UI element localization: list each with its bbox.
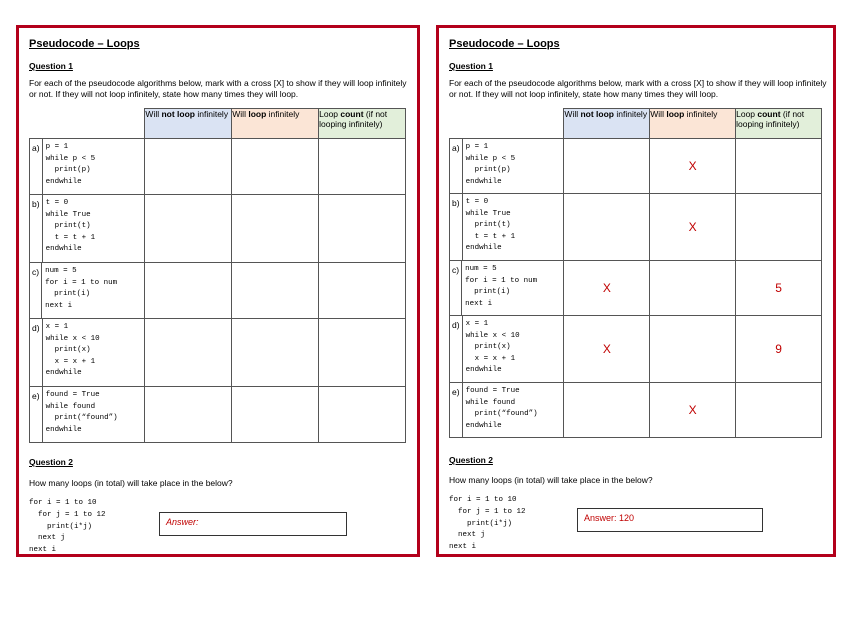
cell-loop[interactable]: X	[650, 139, 736, 194]
row-label: c)	[32, 267, 40, 277]
header-will-loop: Will loop infinitely	[650, 109, 736, 139]
cell-loop[interactable]	[650, 316, 736, 383]
cell-not-loop[interactable]	[564, 139, 650, 194]
question-1-heading: Question 1	[29, 61, 73, 71]
cell-count[interactable]	[736, 383, 822, 438]
row-code: x = 1 while x < 10 print(x) x = x + 1 endwhile	[462, 316, 564, 382]
table-row	[450, 261, 822, 316]
row-label: d)	[452, 320, 460, 330]
worksheet-title: Pseudocode – Loops	[449, 38, 560, 50]
cell-count[interactable]	[319, 387, 406, 443]
cell-count[interactable]	[319, 195, 406, 263]
cell-loop[interactable]	[650, 261, 736, 316]
row-label: d)	[32, 323, 40, 333]
row-label: a)	[452, 143, 460, 153]
row-code: x = 1 while x < 10 print(x) x = x + 1 endwhile	[42, 319, 145, 386]
row-code: t = 0 while True print(t) t = t + 1 endwhile	[42, 195, 145, 262]
cell-not-loop[interactable]	[145, 263, 232, 319]
header-loop-count: Loop count (if not looping infinitely)	[736, 109, 822, 139]
cell-not-loop[interactable]	[145, 319, 232, 387]
cell-loop[interactable]	[232, 263, 319, 319]
table-row	[30, 319, 406, 387]
cell-count[interactable]: 9	[736, 316, 822, 383]
cell-count[interactable]	[319, 319, 406, 387]
header-will-not-loop: Will not loop infinitely	[145, 109, 232, 139]
answer-box[interactable]: Answer:	[159, 512, 347, 536]
question-2-code: for i = 1 to 10 for j = 1 to 12 print(i*j) next j next i	[449, 496, 526, 552]
header-will-not-loop: Will not loop infinitely	[564, 109, 650, 139]
cell-count[interactable]	[319, 263, 406, 319]
cell-not-loop[interactable]: X	[564, 316, 650, 383]
rows-left	[30, 139, 406, 443]
worksheet-answers	[436, 25, 836, 557]
cell-loop[interactable]: X	[650, 194, 736, 261]
cell-not-loop[interactable]	[564, 194, 650, 261]
table-row	[450, 139, 822, 194]
row-code: found = True while found print(“found”) endwhile	[462, 383, 564, 437]
row-code: num = 5 for i = 1 to num print(i) next i	[41, 263, 144, 318]
question-2-text: How many loops (in total) will take place in the below?	[449, 475, 653, 485]
question-1-text: For each of the pseudocode algorithms below, mark with a cross [X] to show if they will loop infinitely or not. If they will not loop infinitely, state how many times they will loop.	[29, 78, 407, 99]
table-row	[30, 263, 406, 319]
row-code: num = 5 for i = 1 to num print(i) next i	[461, 261, 563, 315]
question-1-heading: Question 1	[449, 61, 493, 71]
question-2-code: for i = 1 to 10 for j = 1 to 12 print(i*j) next j next i	[29, 499, 106, 555]
loops-table	[449, 108, 822, 438]
row-label: c)	[452, 265, 460, 275]
row-code: p = 1 while p < 5 print(p) endwhile	[42, 139, 145, 194]
table-row	[450, 194, 822, 261]
cell-not-loop[interactable]	[564, 383, 650, 438]
cell-loop[interactable]	[232, 139, 319, 195]
cell-not-loop[interactable]: X	[564, 261, 650, 316]
cell-count[interactable]	[736, 139, 822, 194]
cell-count[interactable]: 5	[736, 261, 822, 316]
loops-table	[29, 108, 406, 443]
row-label: a)	[32, 143, 40, 153]
row-label: e)	[452, 387, 460, 397]
row-label: e)	[32, 391, 40, 401]
cell-count[interactable]	[319, 139, 406, 195]
cell-count[interactable]	[736, 194, 822, 261]
cell-loop[interactable]	[232, 387, 319, 443]
question-2-heading: Question 2	[29, 457, 73, 467]
row-code: p = 1 while p < 5 print(p) endwhile	[462, 139, 564, 193]
cell-not-loop[interactable]	[145, 139, 232, 195]
worksheet-blank	[16, 25, 420, 557]
row-code: found = True while found print(“found”) endwhile	[42, 387, 145, 442]
question-2-heading: Question 2	[449, 455, 493, 465]
cell-loop[interactable]	[232, 195, 319, 263]
header-will-loop: Will loop infinitely	[232, 109, 319, 139]
row-label: b)	[32, 199, 40, 209]
worksheet-title: Pseudocode – Loops	[29, 38, 140, 50]
answer-box-filled[interactable]: Answer: 120	[577, 508, 763, 532]
table-row	[30, 139, 406, 195]
row-code: t = 0 while True print(t) t = t + 1 endwhile	[462, 194, 564, 260]
question-1-text: For each of the pseudocode algorithms below, mark with a cross [X] to show if they will loop infinitely or not. If they will not loop infinitely, state how many times they will loop.	[449, 78, 827, 99]
table-row	[450, 383, 822, 438]
cell-not-loop[interactable]	[145, 387, 232, 443]
cell-loop[interactable]: X	[650, 383, 736, 438]
header-loop-count: Loop count (if not looping infinitely)	[319, 109, 406, 139]
question-2-text: How many loops (in total) will take place in the below?	[29, 478, 233, 488]
table-row	[450, 316, 822, 383]
rows-right	[450, 139, 822, 438]
table-row	[30, 387, 406, 443]
cell-loop[interactable]	[232, 319, 319, 387]
row-label: b)	[452, 198, 460, 208]
table-row	[30, 195, 406, 263]
cell-not-loop[interactable]	[145, 195, 232, 263]
